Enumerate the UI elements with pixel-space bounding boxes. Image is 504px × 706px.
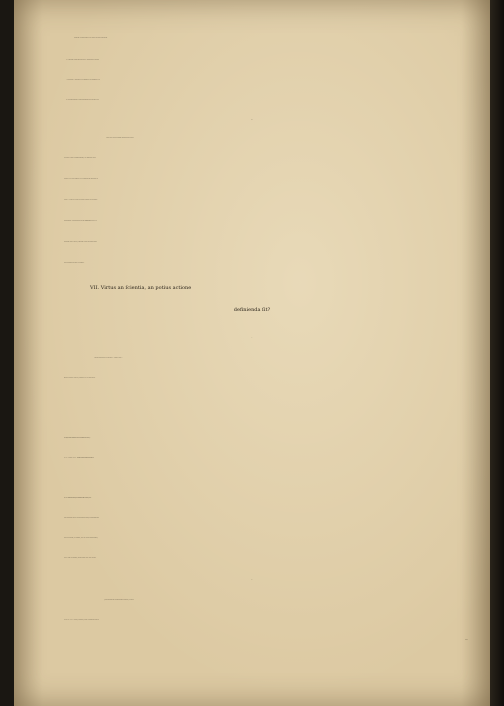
greek-line: ἀλλ᾽ ἵν᾽ ἀγαθοὶ γενώμεθα, ἐπεὶ οὐδὲν ἂν ἦν ὄφελος αὐτῆς, præ-: [64, 498, 92, 499]
text-line: de Prudentiſſimum & Sapientiſſimum pro iiſdem habet.: [66, 100, 100, 101]
text-line: naturam hujus virtutis, tanquam Ducis cujuſdam mora-: [64, 242, 98, 243]
text-line: epiſt. 20. & 24: Facere, inquiens, docet Philoſophia non di-: [64, 620, 100, 621]
text-line: lium actionum plenius exprimere.: [64, 263, 85, 264]
section-number: II.: [251, 580, 253, 581]
text-line: cere.: [464, 640, 468, 641]
text-line: lib. 2. Nicom. cap. 2. ἡ πρᾶξις πραγματεία οὐ θεωρίας ἕνεκά: [64, 458, 94, 459]
text-line: percipi et ad vitæ conſilia & ad honeſtatem transferri po-: [64, 179, 99, 180]
text-line: quartum in perſpicientia veri atque ſolertia occupatum.: [74, 38, 108, 39]
greek-line: [14, 390, 504, 407]
section-heading: VII. Virtus an ſcientia, an potius actione: [90, 285, 192, 291]
text-line: III. tanquam virtutem moralem ex Cardinalibus quartá: [66, 60, 99, 61]
book-page: [14, 0, 490, 706]
text-line: Egregia Ciceronis eſt ſententia : Virtutis laus o-: [94, 358, 123, 359]
greek-line: ἐν τῷ βίῳ καλῶν ἀγαθῶν οἱ πράττοντες ἐπήβολοι γίνονται, &: [64, 438, 91, 439]
text-line: mnis in actione conſiſtit, deſcripta ex illo Ariſtotelis:: [64, 378, 96, 379]
text-line: aliæ: non enim, ut ſciamus, quid ſit virtus conſideramus,: [64, 538, 98, 539]
text-line: tuerit : Et hinc ni fallor eſt quoque conciſa illa tractatio: [64, 200, 98, 201]
text-line: I V. Scientia & Sapientia vel conjungit vel commiſcet. un-: [66, 80, 101, 81]
greek-line: [14, 410, 504, 427]
section-number: I.: [251, 338, 253, 339]
text-line: ſens tractatio non eſt ſpeculationis causâ, quemadmodum: [64, 518, 99, 519]
section-heading-cont: definienda ſit?: [233, 307, 271, 313]
text-line: ſed ut boni efficiamur, alioqui nulla eſſet ejus utilitas.: [64, 558, 97, 559]
section-number: III.: [251, 120, 253, 121]
greek-line: [14, 470, 504, 487]
text-line: Unde patet Ciceronianam tractationem captui: [106, 138, 134, 139]
text-line: Ciceroniana: Ariſtotelicam autem ἀκριβέστερόν τι ſapere &: [64, 221, 97, 222]
text-line: Quam ſententiam elegantiſſimè tranſtulit, Seneca: [104, 600, 134, 601]
book-spine-shadow: [490, 0, 504, 706]
text-line: populari potius accommodatam,ut ab omnibus facilè: [64, 158, 96, 159]
